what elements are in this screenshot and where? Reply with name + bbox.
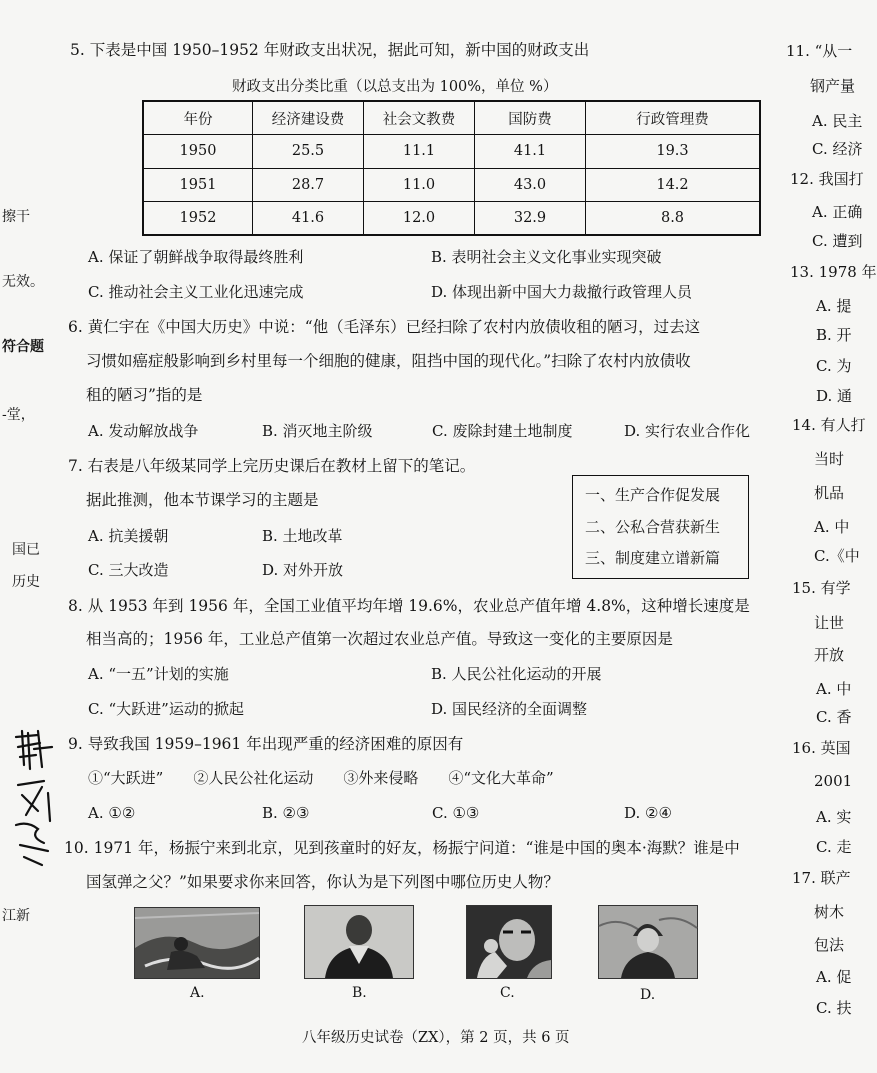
q10-stem-line2: 国氢弹之父？”如果要求你来回答，你认为是下列图中哪位历史人物？ [86,873,559,891]
table-cell: 11.1 [364,135,475,169]
photo-d[interactable] [598,905,698,979]
table-cell: 41.6 [253,202,364,236]
right-col-line: 11. “从一 [786,42,853,60]
right-col-line: A. 实 [816,808,852,826]
margin-fragment: 擦干 [2,209,30,225]
q6-stem-line1: 6. 黄仁宇在《中国大历史》中说：“他（毛泽东）已经扫除了农村内放债收租的陋习，过去这 [68,318,701,336]
table-cell: 25.5 [253,135,364,169]
right-col-line: C. 扶 [816,999,852,1017]
table-cell: 28.7 [253,168,364,202]
table-cell: 1952 [143,202,253,236]
right-col-line: 树木 [814,903,845,921]
q5-option-a[interactable]: A. 保证了朝鲜战争取得最终胜利 [88,248,304,266]
q5-stem: 5. 下表是中国 1950–1952 年财政支出状况，据此可知，新中国的财政支出 [70,41,590,59]
right-col-line: 12. 我国打 [790,170,864,188]
table-row [143,168,760,202]
q7-option-b[interactable]: B. 土地改革 [262,527,343,545]
q5-option-b[interactable]: B. 表明社会主义文化事业实现突破 [431,248,662,266]
right-col-line: C. 香 [816,708,852,726]
right-col-line: 钢产量 [810,77,856,95]
right-col-line: A. 正确 [812,203,863,221]
q10-stem-line1: 10. 1971 年，杨振宁来到北京，见到孩童时的好友，杨振宁问道：“谁是中国的奥本·海默？谁是中 [64,839,740,857]
table-header: 年份 [143,101,253,135]
right-col-line: C. 遭到 [812,232,863,250]
q7-option-a[interactable]: A. 抗美援朝 [88,527,169,545]
table-header: 行政管理费 [586,101,761,135]
right-col-line: 当时 [814,450,845,468]
table-row [143,202,760,236]
q5-option-d[interactable]: D. 体现出新中国大力裁撤行政管理人员 [431,283,693,301]
notes-box [572,475,749,579]
q6-option-a[interactable]: A. 发动解放战争 [88,422,199,440]
q6-option-c[interactable]: C. 废除封建土地制度 [432,422,573,440]
table-cell: 32.9 [475,202,586,236]
table-cell: 14.2 [586,168,761,202]
photo-c-caption: C. [500,985,515,1001]
q9-option-d[interactable]: D. ②④ [624,804,672,822]
margin-fragment: 国已 [12,542,40,558]
table-cell: 12.0 [364,202,475,236]
right-col-line: 2001 [814,772,853,790]
photo-a[interactable] [134,907,260,979]
right-col-line: A. 中 [814,518,850,536]
right-col-line: 13. 1978 年 [790,263,877,281]
q7-option-c[interactable]: C. 三大改造 [88,561,169,579]
table-cell: 1950 [143,135,253,169]
right-col-line: C.《中 [814,547,860,565]
table-cell: 11.0 [364,168,475,202]
right-col-line: A. 促 [816,968,852,986]
right-col-line: 15. 有学 [792,579,851,597]
right-col-line: C. 经济 [812,140,863,158]
q8-option-d[interactable]: D. 国民经济的全面调整 [431,700,588,718]
q9-option-a[interactable]: A. ①② [88,804,136,822]
table-header: 经济建设费 [253,101,364,135]
note-line: 二、公私合营获新生 [585,518,721,536]
right-col-line: C. 为 [816,357,852,375]
table-header: 国防费 [475,101,586,135]
q8-stem-line1: 8. 从 1953 年到 1956 年，全国工业值平均年增 19.6%，农业总产值年增 4.8%，这种增长速度是 [68,597,750,615]
table-cell: 43.0 [475,168,586,202]
right-col-line: 让世 [814,614,845,632]
right-col-line: A. 提 [816,297,852,315]
q8-stem-line2: 相当高的；1956 年，工业总产值第一次超过农业总产值。导致这一变化的主要原因是 [86,630,673,648]
right-col-line: A. 中 [816,680,852,698]
photo-d-caption: D. [640,987,656,1003]
q7-option-d[interactable]: D. 对外开放 [262,561,344,579]
q8-option-c[interactable]: C. “大跃进”运动的掀起 [88,700,244,718]
note-line: 三、制度建立谱新篇 [585,549,721,567]
right-col-line: 17. 联产 [792,869,851,887]
margin-fragment: 符合题 [2,339,44,355]
q6-stem-line2: 习惯如癌症般影响到乡村里每一个细胞的健康，阻挡中国的现代化。”扫除了农村内放债收 [86,352,691,370]
q9-items: ①“大跃进” ②人民公社化运动 ③外来侵略 ④“文化大革命” [88,769,554,787]
right-col-line: 包法 [814,936,845,954]
table-cell: 19.3 [586,135,761,169]
right-col-line: 14. 有人打 [792,416,866,434]
finance-table [142,100,761,236]
margin-fragment: -堂， [2,407,35,423]
q5-table-title: 财政支出分类比重（以总支出为 100%，单位 %） [232,79,558,95]
right-col-line: C. 走 [816,838,852,856]
page-footer: 八年级历史试卷（ZX），第 2 页，共 6 页 [302,1030,570,1046]
table-cell: 8.8 [586,202,761,236]
q6-option-b[interactable]: B. 消灭地主阶级 [262,422,373,440]
q8-option-a[interactable]: A. “一五”计划的实施 [88,665,229,683]
photo-c[interactable] [466,905,552,979]
margin-fragment: 江新 [2,908,30,924]
right-col-line: B. 开 [816,326,852,344]
margin-fragment: 无效。 [2,274,44,290]
q5-option-c[interactable]: C. 推动社会主义工业化迅速完成 [88,283,304,301]
q9-option-b[interactable]: B. ②③ [262,804,310,822]
q9-stem: 9. 导致我国 1959–1961 年出现严重的经济困难的原因有 [68,735,464,753]
right-col-line: A. 民主 [812,112,863,130]
table-cell: 41.1 [475,135,586,169]
right-col-line: 机品 [814,484,845,502]
table-cell: 1951 [143,168,253,202]
right-col-line: 16. 英国 [792,739,851,757]
q9-option-c[interactable]: C. ①③ [432,804,480,822]
q7-stem-line2: 据此推测，他本节课学习的主题是 [86,491,319,509]
q6-stem-line3: 租的陋习”指的是 [86,386,203,404]
q8-option-b[interactable]: B. 人民公社化运动的开展 [431,665,602,683]
q6-option-d[interactable]: D. 实行农业合作化 [624,422,751,440]
photo-a-caption: A. [190,985,205,1001]
margin-fragment: 历史 [12,574,40,590]
handwriting-scribble [8,725,58,875]
right-col-line: 开放 [814,646,845,664]
right-col-line: D. 通 [816,387,853,405]
photo-b-caption: B. [352,985,367,1001]
photo-b[interactable] [304,905,414,979]
table-header: 社会文教费 [364,101,475,135]
note-line: 一、生产合作促发展 [585,486,721,504]
q7-stem-line1: 7. 右表是八年级某同学上完历史课后在教材上留下的笔记。 [68,457,476,475]
table-row [143,135,760,169]
table-header-row [143,101,760,135]
